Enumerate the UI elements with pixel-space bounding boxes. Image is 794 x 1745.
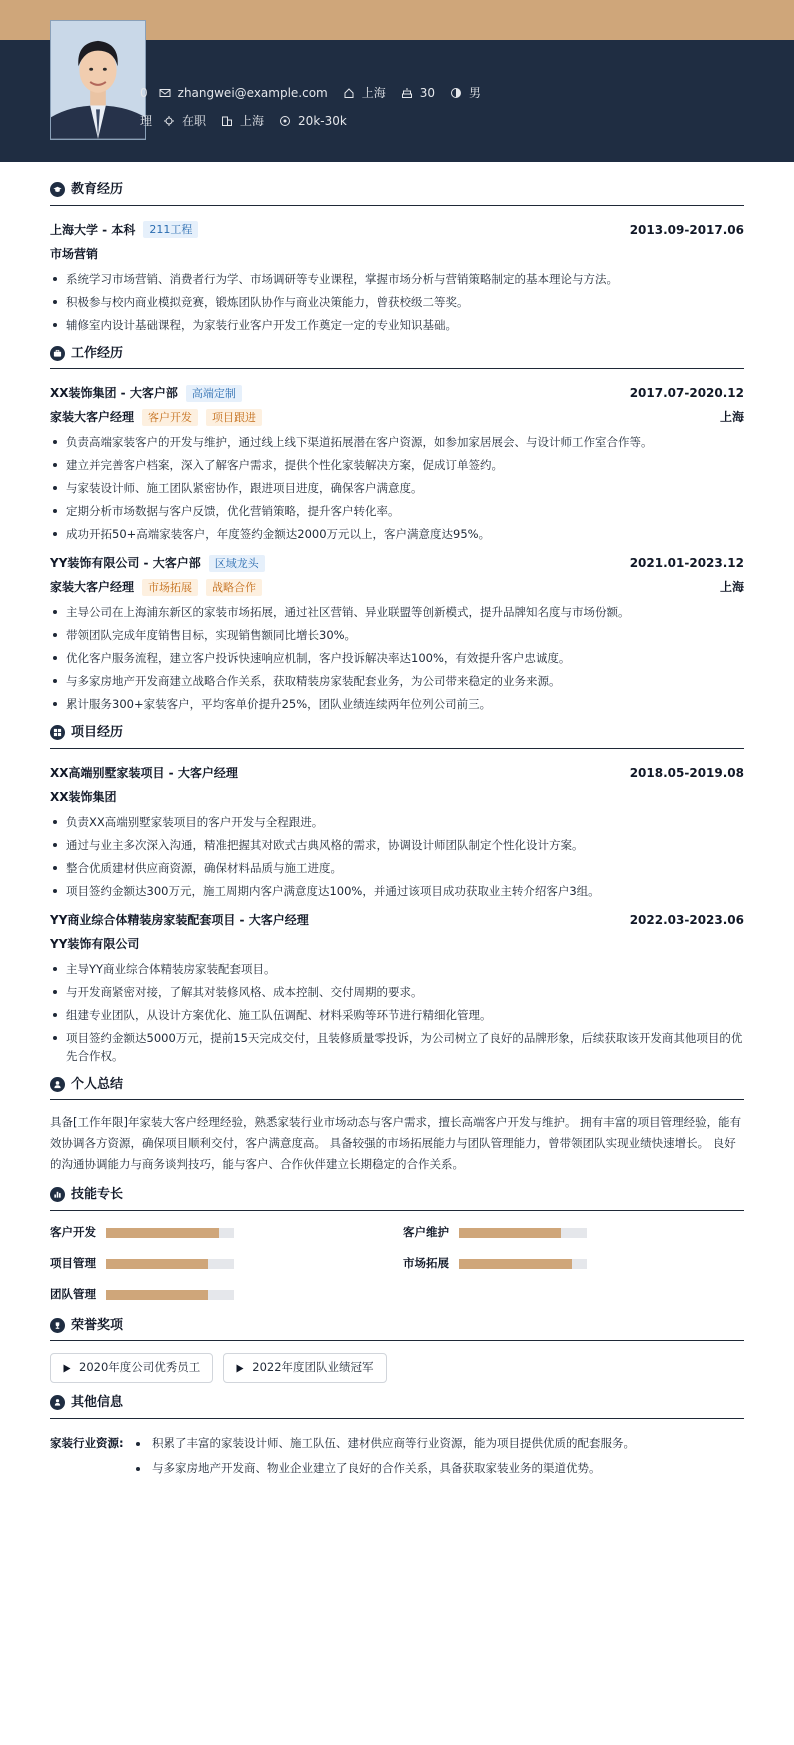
list-item: 积累了丰富的家装设计师、施工队伍、建材供应商等行业资源，能为项目提供优质的配套服务。 xyxy=(132,1431,635,1456)
entry-head xyxy=(50,761,744,785)
gender-item xyxy=(449,84,481,102)
city-icon xyxy=(220,114,234,128)
skill-bar xyxy=(106,1228,234,1238)
salary-item xyxy=(278,112,347,130)
entry-head xyxy=(50,218,744,242)
section-header xyxy=(50,1393,744,1419)
entry-date: 2018.05-2019.08 xyxy=(629,765,744,780)
entry-head xyxy=(50,381,744,405)
award-badge xyxy=(223,1353,386,1383)
skills-section xyxy=(50,1185,744,1306)
section-title: 工作经历 xyxy=(71,345,124,361)
salary-value: 20k-30k xyxy=(298,114,347,128)
play-triangle-icon xyxy=(63,1364,71,1373)
skill-bar xyxy=(459,1259,587,1269)
role-tag: 客户开发 xyxy=(142,409,198,426)
award-label: 2020年度公司优秀员工 xyxy=(79,1360,201,1375)
project-entry xyxy=(50,761,744,900)
skill-name: 客户维护 xyxy=(403,1225,449,1240)
bullet-list xyxy=(50,270,744,334)
list-item: 项目签约金额达300万元，施工周期内客户满意度达100%，并通过该项目成功获取业主转介绍客户3组。 xyxy=(50,882,744,900)
home-icon xyxy=(342,86,356,100)
list-item: 负责高端家装客户的开发与维护，通过线上线下渠道拓展潜在客户资源，如参加家居展会、与设计师工作室合作等。 xyxy=(50,433,744,451)
trophy-icon xyxy=(50,1318,65,1333)
work-entry xyxy=(50,551,744,713)
education-section xyxy=(50,180,744,334)
section-title: 技能专长 xyxy=(71,1187,124,1202)
work-entry xyxy=(50,381,744,543)
role-name: 家装大客户经理 xyxy=(50,580,135,594)
list-item: 主导YY商业综合体精装房家装配套项目。 xyxy=(50,960,744,978)
section-header xyxy=(50,344,744,370)
bullet-list xyxy=(50,433,744,543)
position-value: 理 xyxy=(140,114,153,128)
hometown-value: 上海 xyxy=(361,86,386,100)
skill-bar xyxy=(459,1228,587,1238)
graduation-cap-icon xyxy=(50,182,65,197)
work-section xyxy=(50,344,744,714)
phone-item xyxy=(140,84,148,102)
list-item: 整合优质建材供应商资源，确保材料品质与施工进度。 xyxy=(50,859,744,877)
list-item: 通过与业主多次深入沟通，精准把握其对欧式古典风格的需求，协调设计师团队制定个性化设计方案。 xyxy=(50,836,744,854)
entry-date: 2022.03-2023.06 xyxy=(629,912,744,927)
job-intent-line xyxy=(140,112,361,130)
section-title: 个人总结 xyxy=(71,1076,124,1092)
skill-item xyxy=(50,1254,403,1275)
project-entry xyxy=(50,908,744,1065)
entry-head xyxy=(50,908,744,932)
list-item: 系统学习市场营销、消费者行为学、市场调研等专业课程，掌握市场分析与营销策略制定的基本理论与方法。 xyxy=(50,270,744,288)
location: 上海 xyxy=(719,410,744,424)
section-header xyxy=(50,180,744,206)
other-label: 家装行业资源: xyxy=(50,1435,124,1450)
list-item: 组建专业团队，从设计方案优化、施工队伍调配、材料采购等环节进行精细化管理。 xyxy=(50,1006,744,1024)
skill-level-fill xyxy=(106,1290,208,1300)
list-item: 成功开拓50+高端家装客户，年度签约金额达2000万元以上，客户满意度达95%。 xyxy=(50,525,744,543)
company-tag: 区域龙头 xyxy=(209,555,265,572)
section-title: 项目经历 xyxy=(71,725,124,740)
entry-date: 2021.01-2023.12 xyxy=(629,556,744,570)
status-value: 在职 xyxy=(182,114,207,128)
summary-section xyxy=(50,1075,744,1176)
list-item: 积极参与校内商业模拟竞赛，锻炼团队协作与商业决策能力，曾获校级二等奖。 xyxy=(50,293,744,311)
bullet-list xyxy=(50,603,744,713)
people-icon xyxy=(50,1395,65,1410)
skill-name: 项目管理 xyxy=(50,1256,96,1271)
company-name: YY装饰有限公司 - 大客户部 xyxy=(50,556,201,570)
email-item[interactable] xyxy=(158,84,328,102)
entry-sub xyxy=(50,405,744,429)
status-icon xyxy=(162,114,176,128)
major-name: 市场营销 xyxy=(50,246,99,261)
school-tag: 211工程 xyxy=(143,221,198,238)
profile-header xyxy=(0,40,794,162)
entry-sub xyxy=(50,575,744,599)
entry-date: 2017.07-2020.12 xyxy=(629,386,744,400)
project-org: YY装饰有限公司 xyxy=(50,936,140,951)
gender-value: 男 xyxy=(469,86,482,100)
list-item: 建立并完善客户档案，深入了解客户需求，提供个性化家装解决方案，促成订单签约。 xyxy=(50,456,744,474)
award-label: 2022年度团队业绩冠军 xyxy=(252,1360,374,1375)
entry-head xyxy=(50,551,744,575)
skill-bar xyxy=(106,1290,234,1300)
list-item: 与多家房地产开发商建立战略合作关系，获取精装房家装配套业务，为公司带来稳定的业务来源。 xyxy=(50,672,744,690)
age-icon xyxy=(400,86,414,100)
skill-level-fill xyxy=(459,1259,572,1269)
company-tag: 高端定制 xyxy=(186,385,242,402)
project-org: XX装饰集团 xyxy=(50,789,117,804)
list-item: 与多家房地产开发商、物业企业建立了良好的合作关系，具备获取家装业务的渠道优势。 xyxy=(132,1456,635,1481)
awards-list xyxy=(50,1353,744,1383)
section-header xyxy=(50,723,744,749)
school-name: 上海大学 - 本科 xyxy=(50,222,136,237)
list-item: 累计服务300+家装客户，平均客单价提升25%，团队业绩连续两年位列公司前三。 xyxy=(50,695,744,713)
skill-name: 客户开发 xyxy=(50,1225,96,1240)
company-name: XX装饰集团 - 大客户部 xyxy=(50,386,178,400)
award-badge xyxy=(50,1353,213,1383)
position-item xyxy=(140,112,152,130)
skill-level-fill xyxy=(106,1228,219,1238)
list-item: 与开发商紧密对接，了解其对装修风格、成本控制、交付周期的要求。 xyxy=(50,983,744,1001)
other-section xyxy=(50,1393,744,1481)
status-item xyxy=(162,112,206,130)
list-item: 辅修室内设计基础课程，为家装行业客户开发工作奠定一定的专业知识基础。 xyxy=(50,316,744,334)
project-name: YY商业综合体精装房家装配套项目 - 大客户经理 xyxy=(50,912,309,927)
skills-grid xyxy=(50,1223,744,1306)
section-title: 其他信息 xyxy=(71,1395,124,1410)
hometown-item xyxy=(342,84,386,102)
bar-chart-icon xyxy=(50,1187,65,1202)
list-item: 定期分析市场数据与客户反馈，优化营销策略，提升客户转化率。 xyxy=(50,502,744,520)
section-title: 荣誉奖项 xyxy=(71,1317,124,1333)
list-item: 主导公司在上海浦东新区的家装市场拓展，通过社区营销、异业联盟等创新模式，提升品牌知名度与市场份额。 xyxy=(50,603,744,621)
skill-item xyxy=(50,1223,403,1244)
education-entry xyxy=(50,218,744,334)
entry-date: 2013.09-2017.06 xyxy=(629,222,744,237)
summary-text: 具备[工作年限]年家装大客户经理经验，熟悉家装行业市场动态与客户需求，擅长高端客户开发与维护。 拥有丰富的项目管理经验，能有效协调各方资源，确保项目顺利交付，客户满意度高。 具备较强的市场拓展能力与团队管理能力，曾带领团队实现业绩快速增长。 良好的沟通协调能力与商务谈判技巧，能与客户、合作伙伴建立长期稳定的合作关系。 xyxy=(50,1115,742,1171)
project-name: XX高端别墅家装项目 - 大客户经理 xyxy=(50,765,238,780)
location: 上海 xyxy=(719,580,744,594)
role-tag: 项目跟进 xyxy=(206,409,262,426)
email-value: zhangwei@example.com xyxy=(177,86,328,100)
other-info-row xyxy=(50,1431,744,1481)
city-value: 上海 xyxy=(240,114,265,128)
role-tag: 战略合作 xyxy=(206,579,262,596)
skill-level-fill xyxy=(459,1228,561,1238)
awards-section xyxy=(50,1316,744,1384)
contact-line xyxy=(140,84,495,102)
grid-icon xyxy=(50,725,65,740)
section-header xyxy=(50,1185,744,1211)
entry-sub xyxy=(50,932,744,956)
skill-name: 团队管理 xyxy=(50,1287,96,1302)
email-icon xyxy=(158,86,172,100)
section-header xyxy=(50,1075,744,1101)
play-triangle-icon xyxy=(236,1364,244,1373)
role-tag: 市场拓展 xyxy=(142,579,198,596)
phone-value: 0 xyxy=(140,86,148,100)
user-icon xyxy=(50,1077,65,1092)
bullet-list xyxy=(50,813,744,900)
list-item: 带领团队完成年度销售目标，实现销售额同比增长30%。 xyxy=(50,626,744,644)
section-header xyxy=(50,1316,744,1342)
section-title: 教育经历 xyxy=(71,182,124,197)
age-item xyxy=(400,84,435,102)
salary-icon xyxy=(278,114,292,128)
city-item xyxy=(220,112,264,130)
skill-item xyxy=(50,1285,403,1306)
list-item: 负责XX高端别墅家装项目的客户开发与全程跟进。 xyxy=(50,813,744,831)
age-value: 30 xyxy=(419,86,436,100)
skill-bar xyxy=(106,1259,234,1269)
gender-icon xyxy=(449,86,463,100)
briefcase-icon xyxy=(50,346,65,361)
other-list xyxy=(132,1431,635,1481)
skill-level-fill xyxy=(106,1259,208,1269)
role-name: 家装大客户经理 xyxy=(50,410,135,424)
avatar xyxy=(50,20,146,140)
list-item: 项目签约金额达5000万元，提前15天完成交付，且装修质量零投诉，为公司树立了良好的品牌形象，后续获取该开发商其他项目的优先合作权。 xyxy=(50,1029,744,1065)
avatar-photo xyxy=(51,21,145,139)
list-item: 与家装设计师、施工团队紧密协作，跟进项目进度，确保客户满意度。 xyxy=(50,479,744,497)
entry-sub xyxy=(50,242,744,266)
entry-sub xyxy=(50,785,744,809)
list-item: 优化客户服务流程，建立客户投诉快速响应机制，客户投诉解决率达100%，有效提升客户忠诚度。 xyxy=(50,649,744,667)
skill-name: 市场拓展 xyxy=(403,1256,449,1271)
skill-item xyxy=(403,1223,756,1244)
resume-content xyxy=(0,162,794,1481)
projects-section xyxy=(50,723,744,1065)
bullet-list xyxy=(50,960,744,1065)
skill-item xyxy=(403,1254,756,1275)
